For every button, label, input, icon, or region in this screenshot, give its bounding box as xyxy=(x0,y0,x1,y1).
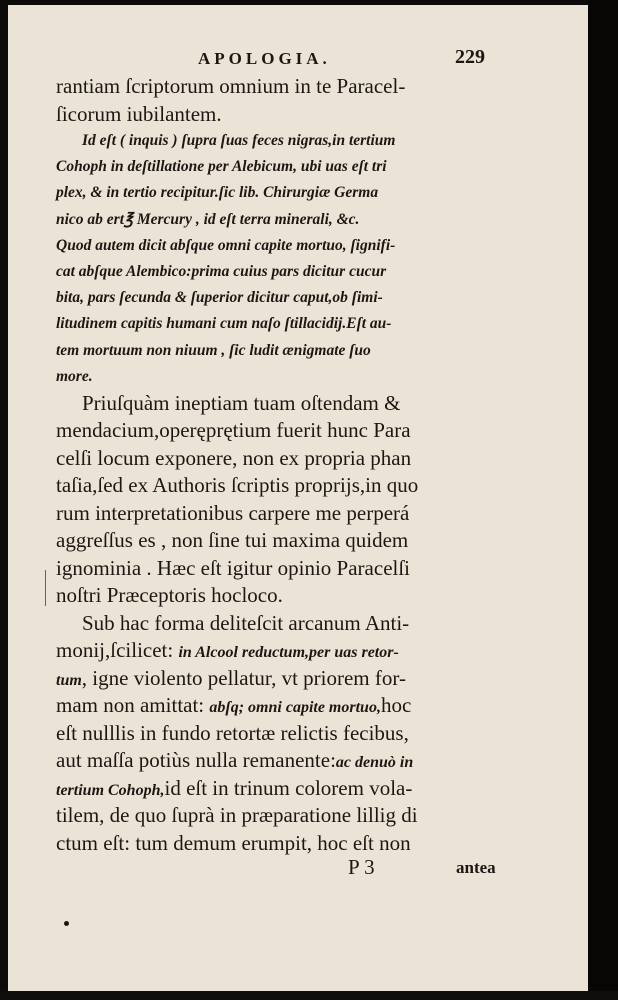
catchword: antea xyxy=(456,858,496,877)
text-line: cat abſque Alembico:prima cuius pars dicitur cucur xyxy=(56,262,387,280)
text-line: celſi locum exponere, non ex propria phan xyxy=(56,445,412,470)
text-line: Sub hac forma deliteſcit arcanum Anti- xyxy=(82,610,410,635)
ink-speck xyxy=(64,921,69,926)
text-line xyxy=(56,775,508,803)
italic-segment: abſq; omni capite mortuo, xyxy=(209,699,381,717)
text-line: litudinem capitis humani cum naſo ſtillacidij.Eſt au- xyxy=(56,315,392,333)
text-line xyxy=(56,692,508,720)
roman-segment: hoc xyxy=(380,693,412,718)
text-line: Priuſquàm ineptiam tuam oſtendam & xyxy=(82,390,401,415)
page-header xyxy=(8,46,588,70)
text-line: more. xyxy=(56,367,93,385)
page-number: 229 xyxy=(455,46,485,68)
italic-segment: in Alcool reductum,per uas retor- xyxy=(178,644,399,662)
text-line: tem mortuum non niuum , ſic ludit ænigmate ſuo xyxy=(56,341,371,359)
italic-segment: tertium Cohoph, xyxy=(56,781,165,799)
text-line: ſicorum iubilantem. xyxy=(56,101,222,126)
text-line: Quod autem dicit abſque omni capite mortuo, ſignifi- xyxy=(56,236,396,254)
text-line: tilem, de quo ſuprà in præparatione lillig di xyxy=(56,803,418,828)
text-line: nico ab ert℥ Mercury , id eſt terra minerali, &c. xyxy=(56,210,360,228)
text-line: noſtri Præceptoris hocloco. xyxy=(56,583,283,608)
text-line xyxy=(56,747,508,775)
scan-border-right xyxy=(588,0,618,1000)
text-line: taſia,ſed ex Authoris ſcriptis proprijs,in quo xyxy=(56,473,419,498)
text-line: rantiam ſcriptorum omnium in te Paracel- xyxy=(56,74,406,98)
text-line: Cohoph in deſtillatione per Alebicum, ubi uas eſt tri xyxy=(56,158,387,176)
roman-segment: id eſt in trinum colorem vola- xyxy=(164,775,413,800)
text-line xyxy=(56,665,508,693)
roman-segment: aut maſſa potiùs nulla remanente: xyxy=(56,748,336,773)
margin-mark xyxy=(45,570,46,606)
roman-segment: , igne violento pellatur, vt priorem for- xyxy=(81,665,406,690)
text-line: ignominia . Hæc eſt igitur opinio Paracelſi xyxy=(56,555,411,580)
text-line: eſt nulllis in fundo retortæ relictis fecibus, xyxy=(56,720,409,745)
text-line: Id eſt ( inquis ) ſupra ſuas feces nigras,in tertium xyxy=(82,132,396,149)
page-footer xyxy=(8,855,588,885)
italic-segment: tum xyxy=(56,671,82,689)
text-line: ctum eſt: tum demum erumpit, hoc eſt non xyxy=(56,830,411,855)
book-page xyxy=(8,5,588,991)
roman-segment: mam non amittat: xyxy=(56,693,210,718)
signature-mark: P 3 xyxy=(348,855,375,879)
running-title: APOLOGIA. xyxy=(198,49,331,68)
roman-segment: monij,ſcilicet: xyxy=(56,638,179,663)
text-line: rum interpretationibus carpere me perperá xyxy=(56,500,410,525)
text-line: aggreſſus es , non ſine tui maxima quidem xyxy=(56,528,409,553)
text-line: plex, & in tertio recipitur.ſic lib. Chirurgiæ Germa xyxy=(56,184,379,202)
body-text xyxy=(56,73,508,857)
text-line xyxy=(56,637,508,665)
italic-segment: ac denuò in xyxy=(335,754,414,772)
text-line: mendacium,operęprętium fuerit hunc Para xyxy=(56,418,411,443)
scan-border-bottom xyxy=(0,991,618,1000)
text-line: bita, pars ſecunda & ſuperior dicitur caput,ob ſimi- xyxy=(56,289,383,307)
